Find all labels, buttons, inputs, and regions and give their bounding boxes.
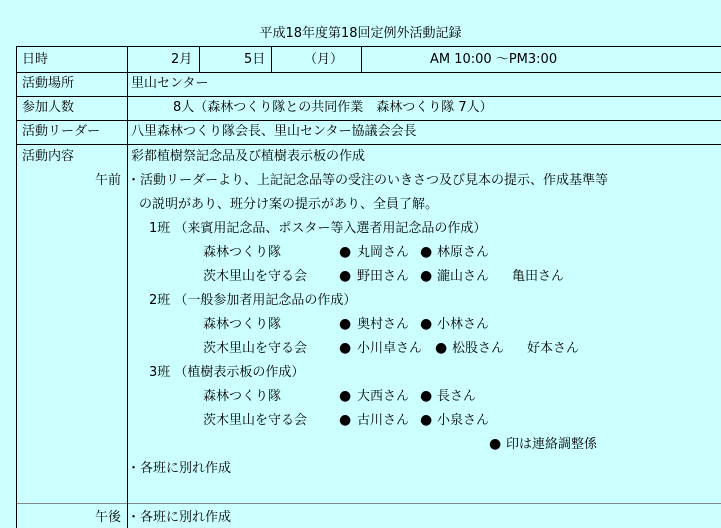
coordinator-bullet: ● (435, 340, 448, 356)
place-label: 活動場所 (22, 76, 75, 91)
coordinator-bullet: ● (339, 340, 352, 356)
row-divider (17, 144, 721, 145)
leader-label: 活動リーダー (22, 124, 101, 139)
member: 丸岡さん (357, 245, 410, 260)
date-time: AM 10:00 ～PM3:00 (430, 52, 558, 67)
date-column-divider (199, 47, 200, 73)
coordinator-bullet: ● (489, 436, 502, 452)
member: 林原さん (437, 245, 490, 260)
participants-label: 参加人数 (22, 100, 75, 115)
member: 長さん (437, 389, 477, 404)
leader-value: 八里森林つくり隊会長、里山センター協議会会長 (131, 124, 417, 139)
member: 古川さん (357, 413, 410, 428)
member-other: 好本さん (527, 341, 580, 356)
morning-end: ・各班に別れ作成 (127, 461, 232, 476)
coordinator-bullet: ● (339, 244, 352, 260)
coordinator-bullet: ● (420, 388, 433, 404)
label-column-divider (127, 47, 128, 528)
coordinator-bullet: ● (339, 268, 352, 284)
row-divider (17, 120, 721, 121)
member-other: 亀田さん (512, 269, 565, 284)
member: 小泉さん (437, 413, 490, 428)
morning-line-2: の説明があり、班分け案の提示があり、全員了解。 (139, 197, 439, 212)
date-column-divider (361, 47, 362, 73)
coordinator-bullet: ● (420, 412, 433, 428)
row-divider (17, 96, 721, 97)
coordinator-bullet: ● (420, 268, 433, 284)
coordinator-note: 印は連絡調整係 (506, 437, 598, 452)
member: 大西さん (357, 389, 410, 404)
row-divider (17, 72, 721, 73)
group-1-title: 1班 （来賓用記念品、ポスター等入選者用記念品の作成） (149, 221, 487, 236)
group-3-team-2-name: 茨木里山を守る会 (203, 413, 308, 428)
coordinator-bullet: ● (420, 316, 433, 332)
member: 野田さん (357, 269, 410, 284)
date-month: 2月 (171, 52, 193, 67)
member: 奥村さん (357, 317, 410, 332)
group-2-team-1-name: 森林つくり隊 (203, 317, 282, 332)
content-label: 活動内容 (22, 149, 75, 164)
morning-label: 午前 (95, 173, 122, 188)
participants-value: 8人（森林つくり隊との共同作業 森林つくり隊 7人） (173, 100, 493, 115)
coordinator-bullet: ● (420, 244, 433, 260)
member: 松股さん (452, 341, 505, 356)
place-value: 里山センター (131, 76, 209, 91)
afternoon-label: 午後 (95, 510, 122, 525)
coordinator-bullet: ● (339, 388, 352, 404)
coordinator-bullet: ● (339, 412, 352, 428)
morning-line-1: ・活動リーダーより、上記記念品等の受注のいきさつ及び見本の提示、作成基準等 (127, 173, 609, 188)
member: 瀧山さん (437, 269, 490, 284)
row-divider-afternoon (17, 503, 721, 504)
group-1-team-2-name: 茨木里山を守る会 (203, 269, 308, 284)
group-1-team-1-name: 森林つくり隊 (203, 245, 282, 260)
group-2-team-2-name: 茨木里山を守る会 (203, 341, 308, 356)
coordinator-bullet: ● (339, 316, 352, 332)
date-weekday: （月） (304, 52, 344, 67)
afternoon-value: ・各班に別れ作成 (127, 510, 232, 525)
group-2-title: 2班 （一般参加者用記念品の作成） (149, 293, 357, 308)
member: 小川卓さん (357, 341, 423, 356)
activity-record-table (16, 46, 721, 528)
content-heading: 彩都植樹祭記念品及び植樹表示板の作成 (131, 149, 366, 164)
page-title: 平成18年度第18回定例外活動記録 (259, 26, 462, 41)
group-3-title: 3班 （植樹表示板の作成） (149, 365, 305, 380)
date-label: 日時 (22, 52, 49, 67)
member: 小林さん (437, 317, 490, 332)
date-column-divider (271, 47, 272, 73)
group-3-team-1-name: 森林つくり隊 (203, 389, 282, 404)
date-day: 5日 (244, 52, 266, 67)
